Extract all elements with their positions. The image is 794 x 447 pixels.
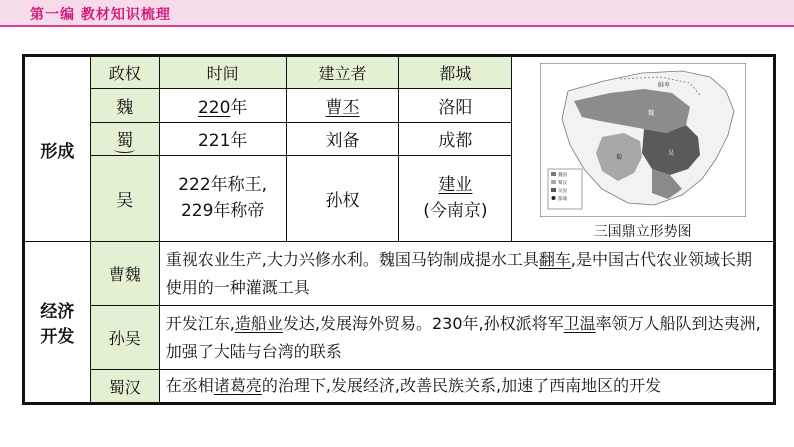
map-image [540,63,746,217]
col-header-time: 时间 [159,57,286,89]
time-wei-year: 220 [197,97,231,118]
three-kingdoms-map [540,63,746,217]
section-label-formation: 形成 [25,57,91,242]
regime-wu: 吴 [90,155,159,241]
col-header-founder: 建立者 [286,57,399,89]
content-sunwu-weiwen: 卫温 [563,313,596,333]
content-shuhan-zhugeliang: 诸葛亮 [213,376,262,395]
svg-text:吴国: 吴国 [557,189,567,194]
header-divider [0,25,794,27]
map-label-shu: 蜀 [615,154,622,161]
capital-shu: 成都 [399,122,512,155]
regime-shu-text: 蜀 [116,126,133,151]
time-wu [159,155,286,241]
content-shuhan: 在丞相诸葛亮的治理下,发展经济,改善民族关系,加速了西南地区的开发 [159,370,773,403]
svg-text:都城: 都城 [557,197,567,202]
time-wei [159,89,286,122]
state-caowei: 曹魏 [90,242,159,306]
founder-shu: 刘备 [286,122,399,155]
content-caowei: 重视农业生产,大力兴修水利。魏国马钧制成提水工具翻车,是中国古代农业领域长期使用的一种灌溉工具 [159,242,773,306]
time-wu-line1: 222年称王, [178,175,268,196]
knowledge-table [22,54,776,405]
col-header-regime: 政权 [90,57,159,89]
founder-wu: 孙权 [286,155,399,241]
capital-wei: 洛阳 [399,89,512,122]
section-label-economy-line1: 经济 [40,302,75,322]
page-title: 第一编 教材知识梳理 [30,7,171,23]
time-wu-line2: 229年称帝 [180,201,265,222]
state-shuhan: 蜀汉 [90,370,159,403]
capital-wu-name: 建业 [438,175,473,196]
content-caowei-fanche: 翻车 [538,249,571,269]
map-cell [512,57,774,242]
regime-wei: 魏 [90,89,159,122]
header-bar [0,0,794,26]
capital-wu-note: (今南京) [423,201,488,222]
time-shu: 221年 [159,122,286,155]
map-caption: 三国鼎立形势图 [593,224,692,240]
content-sunwu-shipbuilding: 造船业 [234,313,283,333]
svg-text:蜀汉: 蜀汉 [557,181,567,186]
section-label-economy [25,242,91,403]
col-header-capital: 都城 [399,57,512,89]
section-label-economy-line2: 开发 [40,327,75,347]
state-sunwu: 孙吴 [90,306,159,370]
map-label-wei: 魏 [647,110,654,117]
founder-wei [286,89,399,122]
capital-wu [399,155,512,241]
map-label-xianbei: 鲜卑 [657,82,670,89]
regime-shu [90,122,159,155]
content-sunwu: 开发江东,造船业发达,发展海外贸易。230年,孙权派将军卫温率领万人船队到达夷洲,加强了大陆与台湾的联系 [159,306,773,370]
founder-wei-name: 曹丕 [325,97,360,118]
time-wei-suffix: 年 [230,97,248,118]
map-label-wu: 吴 [667,150,674,157]
svg-text:魏国: 魏国 [557,173,567,178]
